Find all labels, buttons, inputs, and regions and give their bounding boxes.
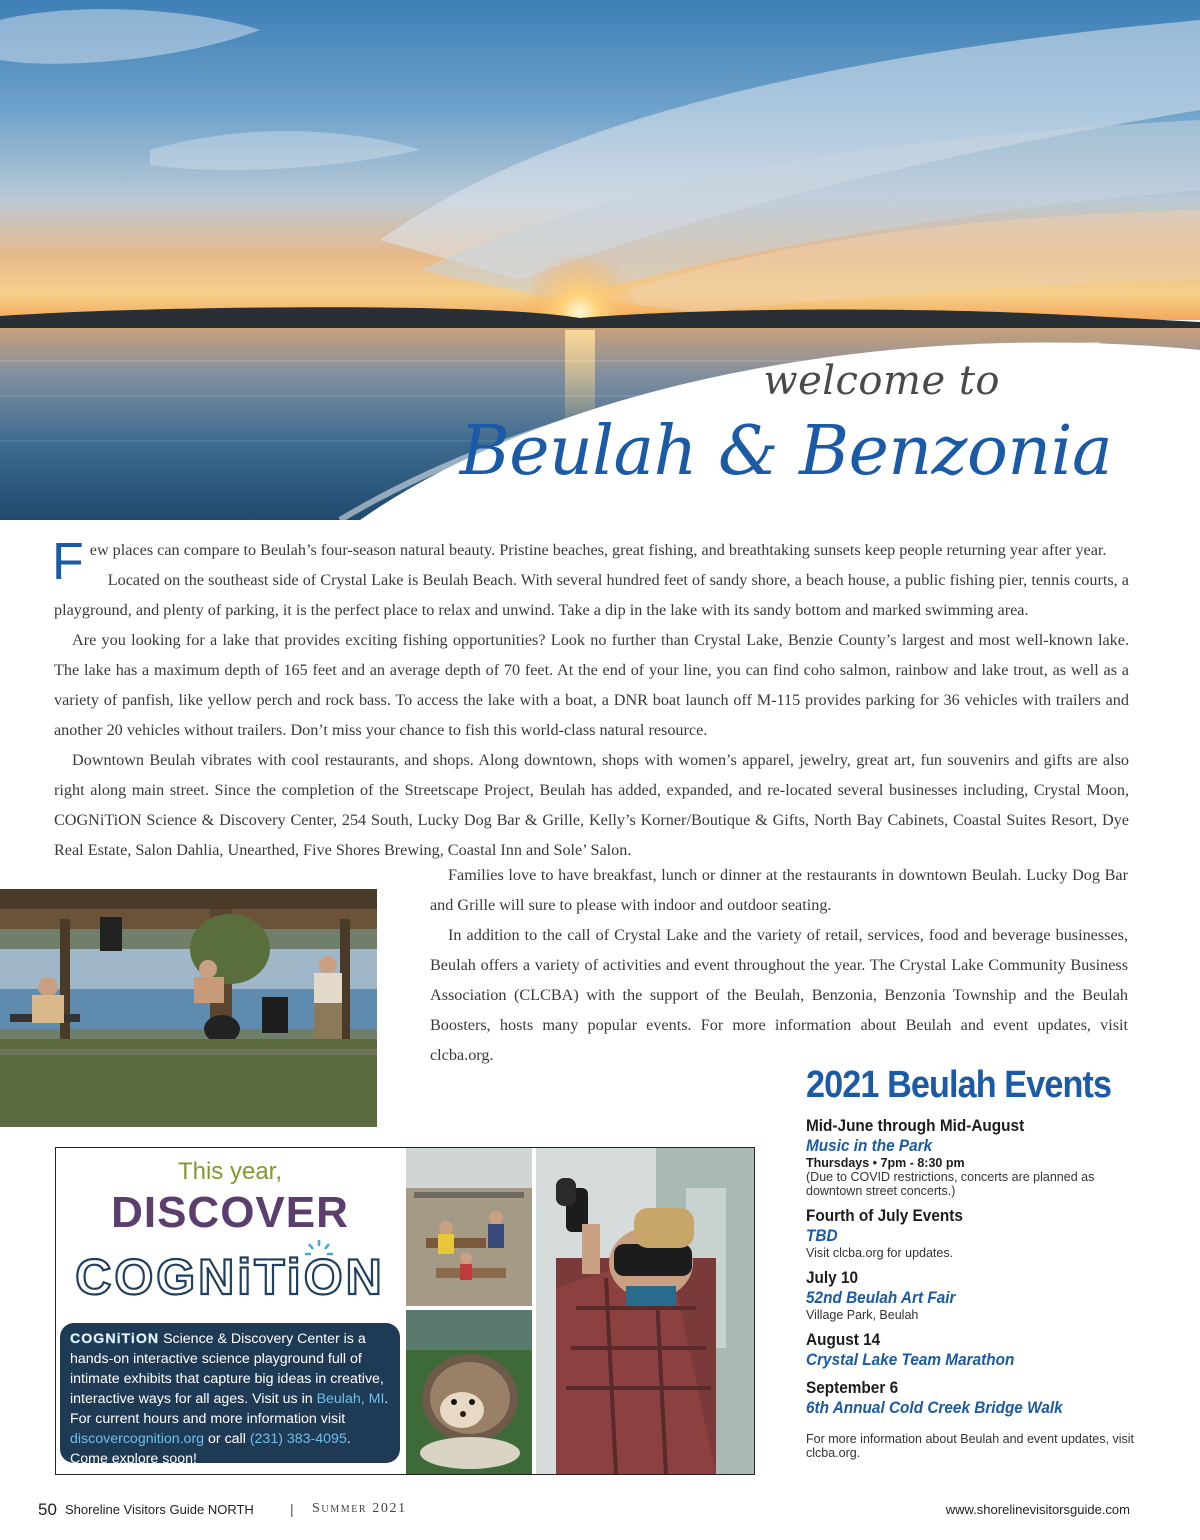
event-detail: (Due to COVID restrictions, concerts are planned as downtown street concerts.)	[806, 1170, 1095, 1198]
event-name: 6th Annual Cold Creek Bridge Walk	[806, 1399, 1063, 1417]
event-time	[806, 1156, 1146, 1170]
ad-panel-text: . Come explore soon!	[70, 1431, 351, 1467]
event-detail: Village Park, Beulah	[806, 1308, 919, 1322]
paragraph-text: ew places can compare to Beulah’s four-season natural beauty. Pristine beaches, great fishing, and breathtaking sunsets keep people returning year after year.	[89, 541, 1107, 559]
ad-panel-text: or call	[204, 1431, 250, 1447]
event-date: Fourth of July Events	[806, 1207, 963, 1225]
article-paragraph-3: Are you looking for a lake that provides exciting fishing opportunities? Look no further than Crystal Lake, Benzie County’s largest and most well-known lake. The lake has a maximum depth of 165 feet and an average depth of 70 feet. At the end of your line, you can find coho salmon, rainbow and lake trout, as well as a variety of panfish, like yellow perch and rock bass. To access the lake with a boat, a DNR boat launch off M-115 provides parking for 36 vehicles with trailers and another 20 vehicles without trailers. Don’t miss your chance to fish this world-class natural resource.	[54, 631, 1129, 739]
cognition-advertisement	[55, 1147, 755, 1475]
event-item	[806, 1378, 1146, 1418]
event-name: 52nd Beulah Art Fair	[806, 1289, 956, 1307]
band-image	[0, 889, 377, 1127]
article-paragraph-2: Located on the southeast side of Crystal Lake is Beulah Beach. With several hundred feet of sandy shore, a beach house, a public fishing pier, tennis courts, a playground, and plenty of parking, it is the perfect place to relax and unwind. Take a dip in the lake with its sandy bottom and marked swimming area.	[54, 571, 1129, 619]
ad-panel-text: . For current hours and more information visit	[70, 1391, 389, 1427]
event-item	[806, 1206, 1146, 1260]
publication-name: Shoreline Visitors Guide NORTH	[65, 1502, 254, 1517]
welcome-heading: welcome to	[763, 358, 1000, 404]
article-body-continued	[430, 860, 1128, 1070]
event-date: August 14	[806, 1331, 881, 1349]
ad-panel-brand: COGNiTiON	[70, 1331, 160, 1347]
ad-photo-collage	[406, 1148, 754, 1474]
hero-sunset-photo	[0, 0, 1200, 520]
event-item	[806, 1268, 1146, 1322]
event-item	[806, 1330, 1146, 1370]
event-name: Crystal Lake Team Marathon	[806, 1351, 1015, 1369]
ad-text-column	[56, 1148, 404, 1474]
ad-headline: DISCOVER	[111, 1188, 349, 1237]
page-title: Beulah & Benzonia	[459, 412, 1112, 491]
page-number: 50	[38, 1500, 57, 1519]
event-date: Mid-June through Mid-August	[806, 1117, 1025, 1135]
event-detail: Visit clcba.org for updates.	[806, 1246, 954, 1260]
article-paragraph-1	[52, 533, 1129, 591]
music-in-park-photo	[0, 889, 377, 1127]
ad-description-panel	[60, 1323, 400, 1467]
drop-cap: F	[52, 533, 84, 591]
article-body	[54, 535, 1129, 865]
ad-brand-logo: COGNiTiON	[75, 1249, 385, 1305]
event-name: TBD	[806, 1227, 838, 1245]
ad-location: Beulah, MI	[316, 1391, 385, 1407]
events-sidebar	[806, 1060, 1146, 1460]
article-paragraph-6: In addition to the call of Crystal Lake and the variety of retail, services, food and beverage businesses, Beulah offers a variety of activities and event throughout the year. The Crystal Lake Community Business Association (CLCBA) with the support of the Beulah, Benzonia, Benzonia Township and the Beulah Boosters, hosts many popular events. For more information about Beulah and event updates, visit clcba.org.	[430, 926, 1128, 1064]
ad-photos-image	[406, 1148, 754, 1474]
article-paragraph-5: Families love to have breakfast, lunch or dinner at the restaurants in downtown Beulah. Lucky Dog Bar and Grille will sure to please with indoor and outdoor seating.	[430, 866, 1128, 914]
ad-phone: (231) 383-4095	[249, 1431, 347, 1447]
ad-tagline: This year,	[177, 1158, 283, 1185]
event-date: September 6	[806, 1379, 899, 1397]
website-link[interactable]: www.shorelinevisitorsguide.com	[945, 1502, 1130, 1517]
event-name: Music in the Park	[806, 1137, 933, 1155]
page-footer	[38, 1500, 1130, 1522]
article-paragraph-4: Downtown Beulah vibrates with cool restaurants, and shops. Along downtown, shops with women’s apparel, jewelry, great art, fun souvenirs and gifts are also right along main street. Since the completion of the Streetscape Project, Beulah has added, expanded, and re-located several businesses including, Crystal Moon, COGNiTiON Science & Discovery Center, 254 South, Lucky Dog Bar & Grille, Kelly’s Korner/Boutique & Gifts, North Bay Cabinets, Coastal Suites Resort, Dye Real Estate, Salon Dahlia, Unearthed, Five Shores Brewing, Coastal Inn and Sole’ Salon.	[54, 751, 1129, 859]
event-item	[806, 1116, 1146, 1198]
event-date: July 10	[806, 1269, 859, 1287]
events-footer-note: For more information about Beulah and event updates, visit clcba.org.	[806, 1432, 1134, 1460]
events-title: 2021 Beulah Events	[806, 1064, 1112, 1106]
ad-panel-text: Science & Discovery Center is a hands-on interactive science playground full of intimate exhibits that capture big ideas in creative, interactive ways for all ages. Visit us in	[70, 1331, 384, 1407]
event-time-text: Thursdays • 7pm - 8:30 pm	[806, 1156, 965, 1170]
ad-website-link[interactable]: discovercognition.org	[70, 1431, 205, 1447]
issue-label: Summer 2021	[312, 1501, 407, 1516]
footer-separator: |	[290, 1501, 294, 1517]
